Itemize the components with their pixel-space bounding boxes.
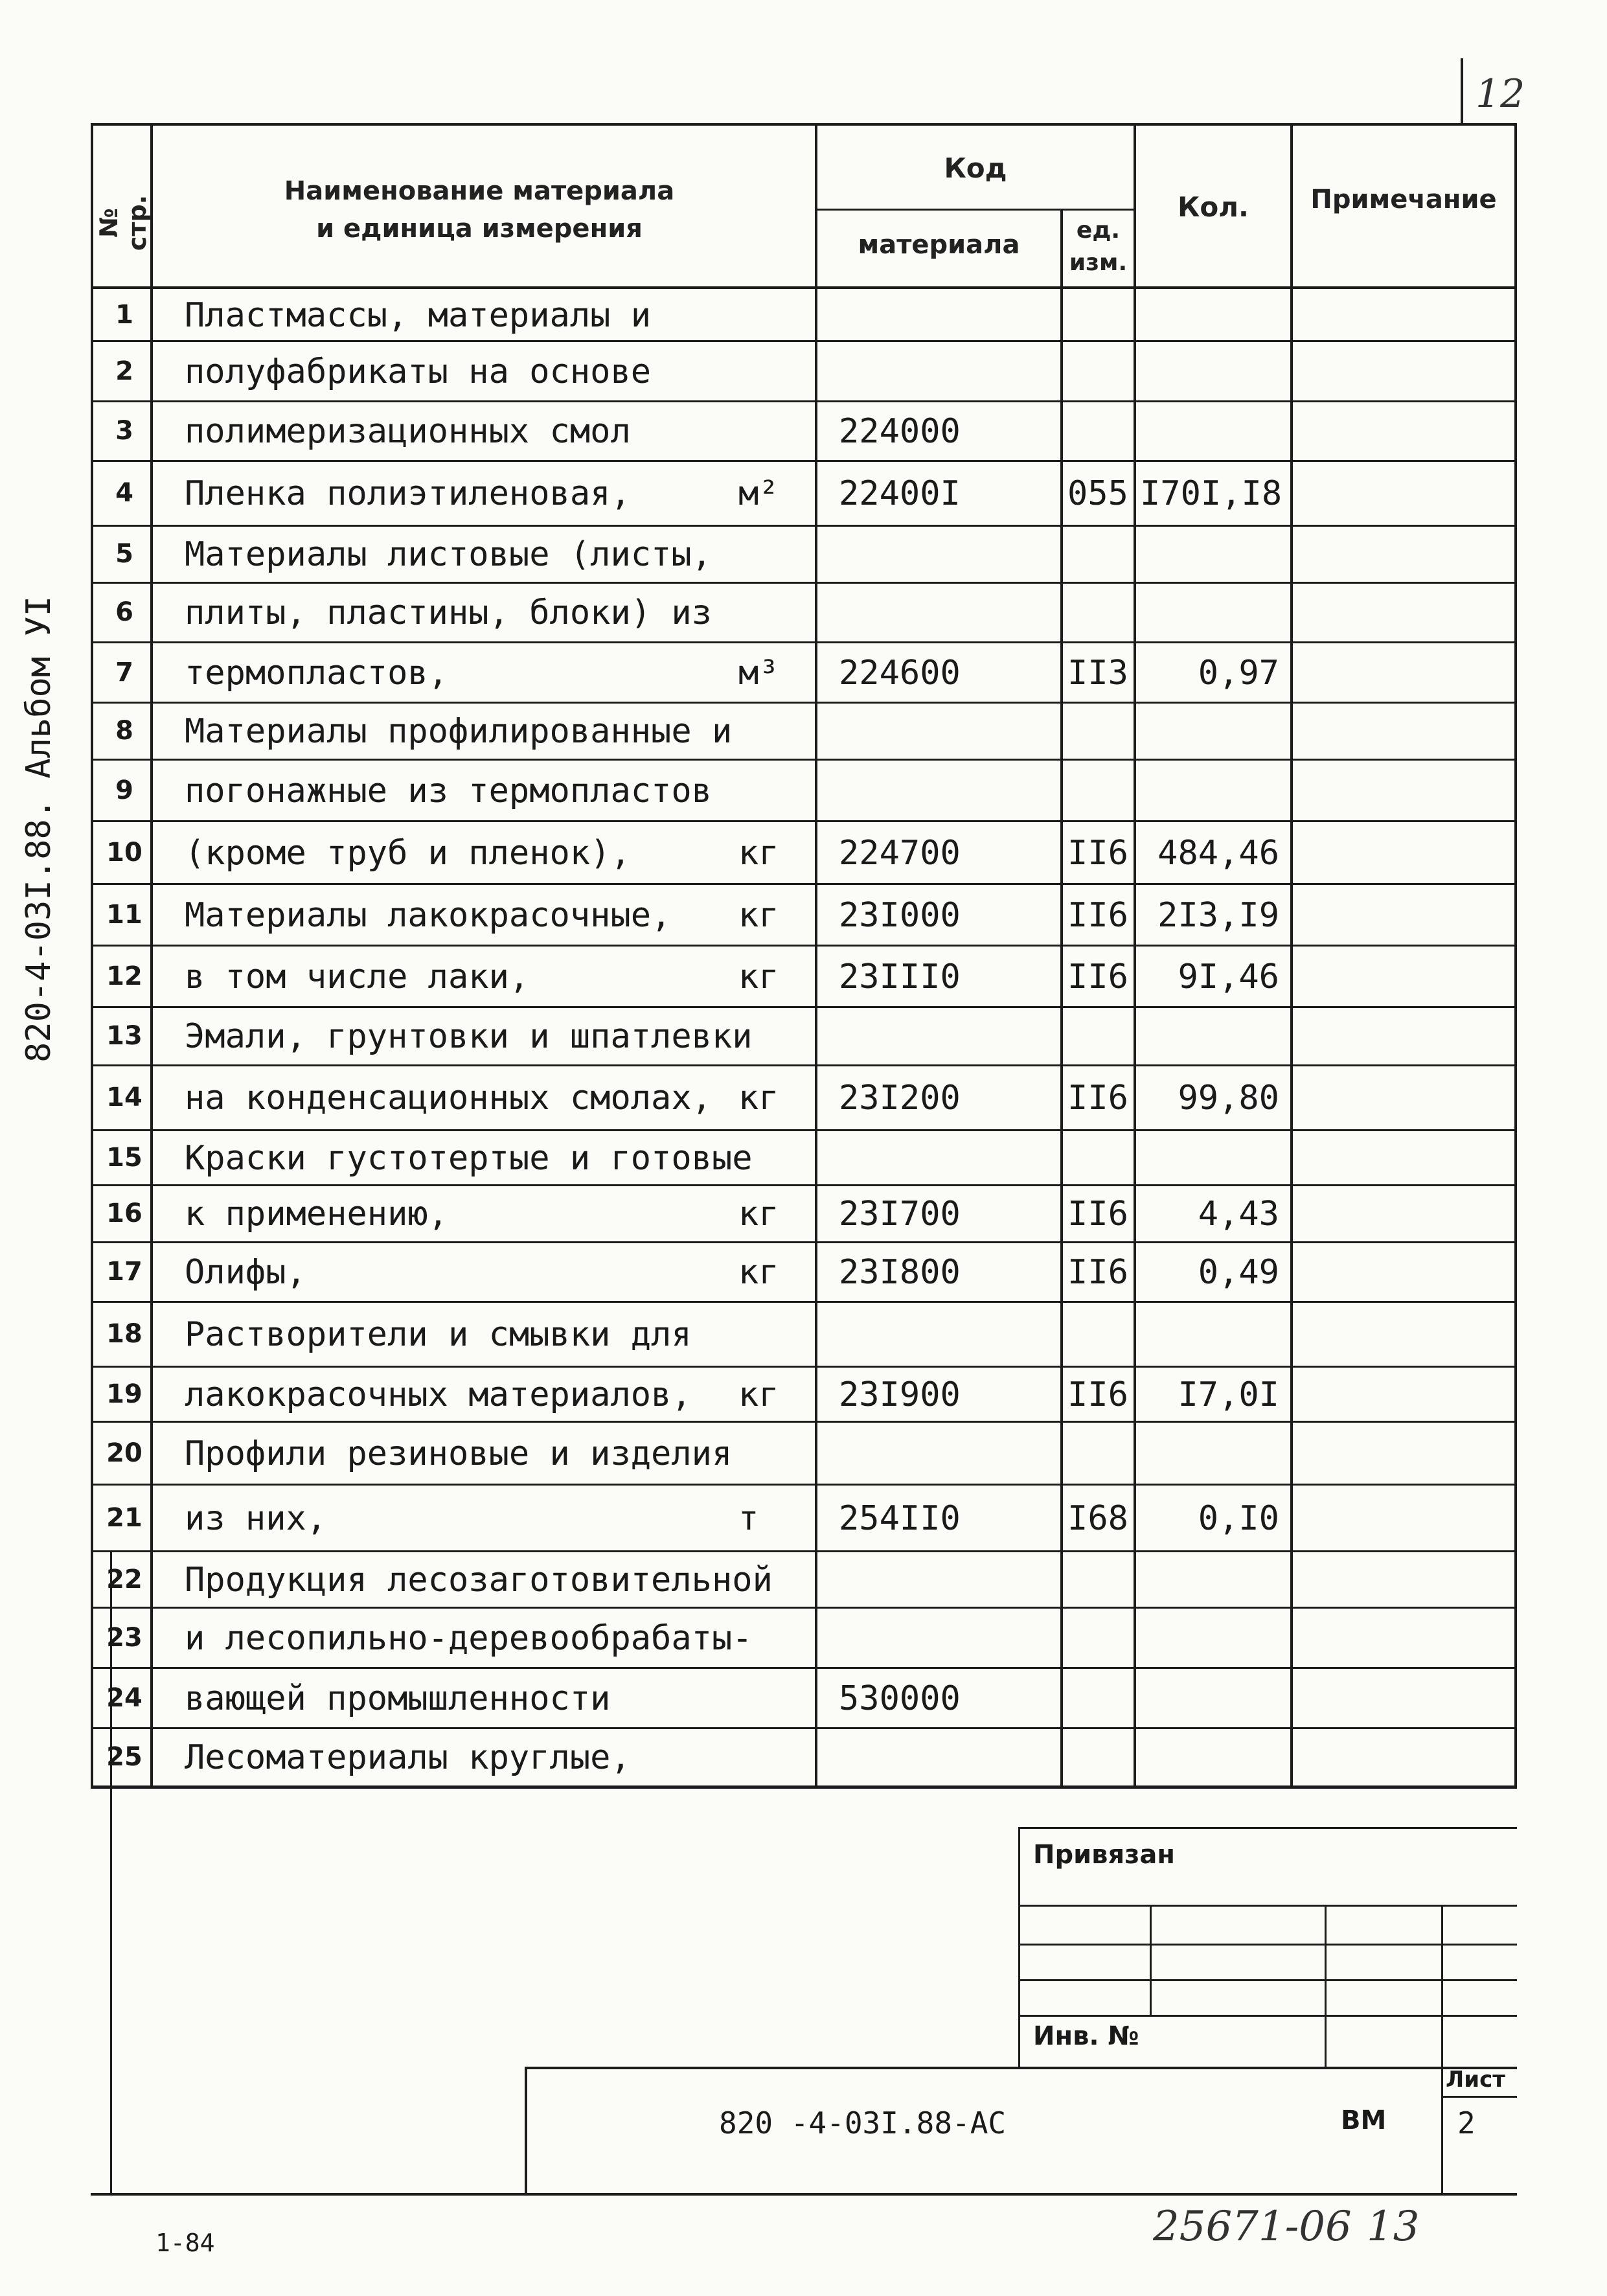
- material-name: Профили резиновые и изделия: [185, 1434, 733, 1473]
- material-name: Эмали, грунтовки и шпатлевки: [185, 1017, 753, 1056]
- unit: т: [738, 1498, 759, 1538]
- quantity: 0,49: [1198, 1253, 1279, 1292]
- row-number: 17: [106, 1257, 142, 1287]
- unit-code: II6: [1067, 1253, 1128, 1292]
- material-name: Материалы лакокрасочные,: [185, 895, 672, 935]
- material-name: Материалы профилированные и: [185, 712, 733, 751]
- material-code: 23III0: [839, 957, 961, 996]
- material-code: 224000: [839, 412, 961, 451]
- material-name: Растворители и смывки для: [185, 1315, 692, 1354]
- row-number: 5: [115, 539, 133, 569]
- unit-code: II6: [1067, 1079, 1128, 1118]
- quantity: 484,46: [1157, 833, 1279, 873]
- row-number: 23: [106, 1622, 142, 1653]
- unit-code: II6: [1067, 895, 1128, 935]
- material-name: Пленка полиэтиленовая,: [185, 474, 631, 513]
- sheet-label: Лист: [1446, 2067, 1505, 2093]
- handwritten-page-number-bottom: 13: [1367, 2203, 1420, 2251]
- unit-code: II6: [1067, 1195, 1128, 1234]
- unit: м²: [738, 474, 779, 513]
- document-code: 820 -4-03I.88-АС: [719, 2106, 1007, 2141]
- material-name: Краски густотертые и готовые: [185, 1138, 753, 1178]
- quantity: I70I,I8: [1140, 474, 1282, 513]
- material-code: 23I900: [839, 1375, 961, 1414]
- unit: кг: [738, 895, 779, 935]
- row-number: 19: [106, 1379, 142, 1409]
- unit-code: 055: [1067, 474, 1128, 513]
- quantity: 4,43: [1198, 1195, 1279, 1234]
- header-material-name-2: и единица измерения: [316, 214, 643, 244]
- material-code: 530000: [839, 1679, 961, 1718]
- row-number: 4: [115, 478, 133, 508]
- handwritten-page-number: 12: [1476, 71, 1525, 117]
- header-note: Примечание: [1310, 185, 1497, 214]
- row-number: 7: [115, 657, 133, 687]
- row-number: 15: [106, 1142, 142, 1173]
- header-quantity: Кол.: [1178, 191, 1249, 223]
- row-number: 14: [106, 1083, 142, 1112]
- material-code: 23I700: [839, 1195, 961, 1234]
- row-number: 12: [106, 961, 142, 991]
- form-code: 1-84: [155, 2229, 215, 2257]
- material-name: вающей промышленности: [185, 1679, 611, 1718]
- quantity: 99,80: [1178, 1079, 1279, 1118]
- quantity: 0,I0: [1198, 1498, 1279, 1538]
- material-name: Продукция лесозаготовительной: [185, 1560, 773, 1600]
- quantity: I7,0I: [1178, 1375, 1279, 1414]
- unit-code: II6: [1067, 833, 1128, 873]
- header-code-material: материала: [858, 230, 1020, 260]
- row-number: 11: [106, 899, 142, 930]
- quantity: 9I,46: [1178, 957, 1279, 996]
- material-name: погонажные из термопластов: [185, 771, 712, 810]
- bound-label: Привязан: [1033, 1840, 1176, 1870]
- row-number: 25: [106, 1742, 142, 1772]
- unit-code: I68: [1067, 1498, 1128, 1538]
- material-code: 23I200: [839, 1079, 961, 1118]
- unit: кг: [738, 1253, 779, 1292]
- row-number: 21: [106, 1502, 142, 1533]
- row-number: 10: [106, 837, 142, 867]
- unit: кг: [738, 833, 779, 873]
- material-code: 254II0: [839, 1498, 961, 1538]
- album-side-label: 820-4-03I.88. Альбом УI: [19, 595, 58, 1062]
- row-number: 24: [106, 1682, 142, 1713]
- material-name: и лесопильно-деревообрабаты-: [185, 1618, 753, 1658]
- material-name: в том числе лаки,: [185, 957, 530, 996]
- unit-code: II3: [1067, 653, 1128, 693]
- unit: кг: [738, 1079, 779, 1118]
- header-material-name-1: Наименование материала: [284, 176, 675, 206]
- unit: кг: [738, 1195, 779, 1234]
- unit-code: II6: [1067, 957, 1128, 996]
- sheet-number: 2: [1457, 2106, 1476, 2141]
- material-name: полуфабрикаты на основе: [185, 352, 652, 391]
- material-name: плиты, пластины, блоки) из: [185, 593, 712, 632]
- header-code-unit-2: изм.: [1069, 249, 1128, 276]
- header-row-number: № стр.: [95, 194, 152, 251]
- row-number: 3: [115, 416, 133, 446]
- material-name: на конденсационных смолах,: [185, 1079, 712, 1118]
- material-name: Олифы,: [185, 1253, 306, 1292]
- row-number: 2: [115, 356, 133, 386]
- material-name: Лесоматериалы круглые,: [185, 1738, 631, 1777]
- row-number: 20: [106, 1438, 142, 1468]
- row-number: 18: [106, 1319, 142, 1349]
- material-code: 23I800: [839, 1253, 961, 1292]
- material-code: 224700: [839, 833, 961, 873]
- unit-code: II6: [1067, 1375, 1128, 1414]
- row-number: 9: [115, 775, 133, 805]
- row-number: 1: [115, 299, 133, 330]
- material-name: Материалы листовые (листы,: [185, 535, 712, 574]
- quantity: 2I3,I9: [1157, 895, 1279, 935]
- unit: кг: [738, 1375, 779, 1414]
- row-number: 13: [106, 1021, 142, 1051]
- material-name: лакокрасочных материалов,: [185, 1375, 692, 1414]
- handwritten-archive-number: 25671-06: [1153, 2203, 1352, 2251]
- row-number: 8: [115, 716, 133, 746]
- header-code-unit-1: ед.: [1076, 217, 1121, 244]
- row-number: 6: [115, 597, 133, 627]
- row-number: 16: [106, 1199, 142, 1228]
- unit: кг: [738, 957, 779, 996]
- material-code: 22400I: [839, 474, 961, 513]
- unit: м³: [738, 653, 779, 693]
- material-name: (кроме труб и пленок),: [185, 833, 631, 873]
- material-name: полимеризационных смол: [185, 412, 631, 451]
- quantity: 0,97: [1198, 653, 1279, 693]
- row-number: 22: [106, 1564, 142, 1594]
- inventory-label: Инв. №: [1033, 2021, 1139, 2051]
- material-code: 224600: [839, 653, 961, 693]
- material-name: из них,: [185, 1498, 327, 1538]
- material-name: термопластов,: [185, 653, 448, 693]
- header-code: Код: [944, 152, 1007, 184]
- material-code: 23I000: [839, 895, 961, 935]
- material-name: к применению,: [185, 1195, 448, 1234]
- document-type: ВМ: [1341, 2106, 1387, 2135]
- material-name: Пластмассы, материалы и: [185, 295, 652, 335]
